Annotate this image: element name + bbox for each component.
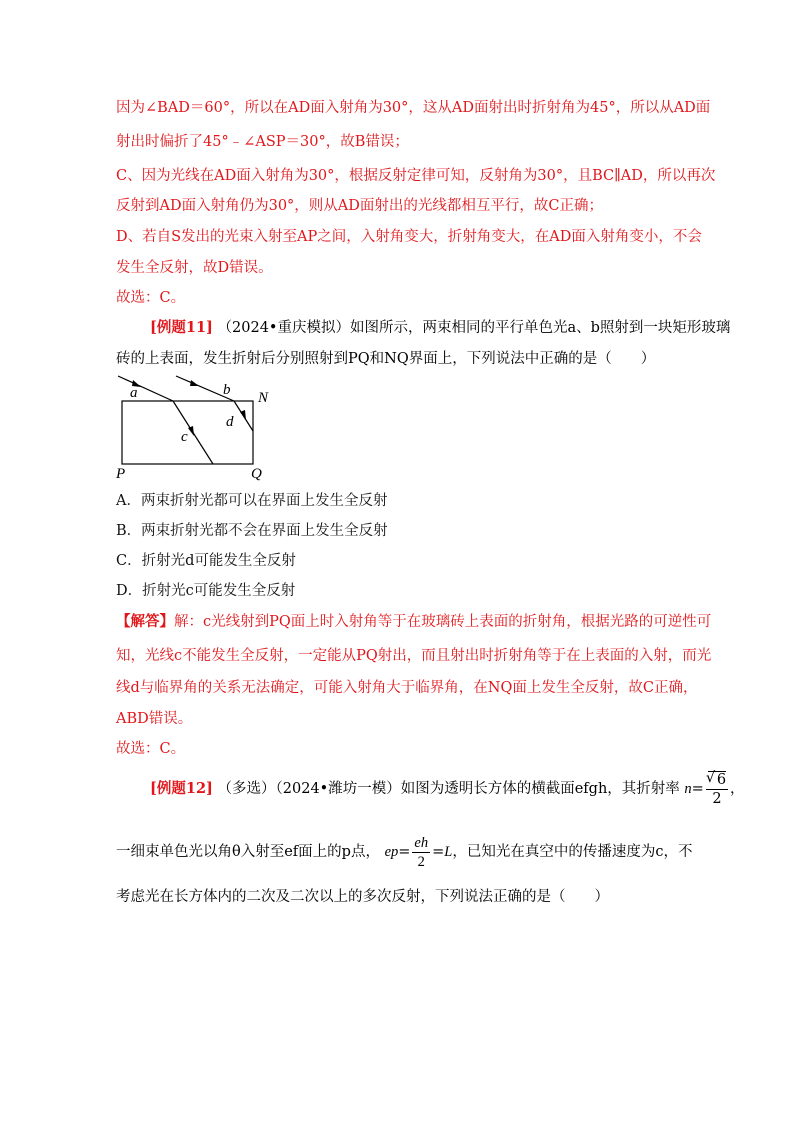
comma: ， xyxy=(730,781,745,797)
label-d: d xyxy=(226,414,234,430)
solution-line-2: 射出时偏折了45°﹣∠ASP＝30°，故B错误； xyxy=(116,134,409,150)
eh-fraction: $\frac{eh}{2}$ xyxy=(414,834,429,870)
beam-c-arrow xyxy=(188,426,194,436)
answer11-line: 故选：C。 xyxy=(116,741,186,757)
sqrt-six: √ 6 xyxy=(708,771,726,788)
denominator-two: 2 xyxy=(712,790,722,807)
solution11-line2: 知，光线c不能发生全反射，一定能从PQ射出，而且射出时折射角等于在上表面的入射，而光 xyxy=(116,648,712,664)
example12-header xyxy=(150,769,745,809)
example11-line1: （2024•重庆模拟）如图所示，两束相同的平行单色光a、b照射到一块矩形玻璃 xyxy=(217,320,731,336)
eh-var: eh xyxy=(414,834,429,851)
refractive-index-fraction xyxy=(706,771,728,808)
label-b: b xyxy=(223,382,231,398)
label-c: c xyxy=(181,429,188,445)
refractive-index-var: n xyxy=(684,781,692,797)
solution11-text1: 解：c光线射到PQ面上时入射角等于在玻璃砖上表面的折射角，根据光路的可逆性可 xyxy=(174,614,712,630)
equals-sign: = xyxy=(691,781,704,797)
solution11-line3: 线d与临界角的关系无法确定，可能入射角大于临界角，在NQ面上发生全反射，故C正确， xyxy=(116,680,698,696)
option-b: B．两束折射光都不会在界面上发生全反射 xyxy=(116,523,388,539)
label-a: a xyxy=(130,385,138,401)
solution-line-3: C、因为光线在AD面入射角为30°，根据反射定律可知，反射角为30°，且BC∥AD，所以再次 xyxy=(116,168,716,184)
option-d: D．折射光c可能发生全反射 xyxy=(116,583,296,599)
label-N: N xyxy=(258,390,269,406)
example12-line2: 一细束单色光以角θ入射至ef面上的p点， ep= $\frac{eh}{2}$ =L，已知光在真空中的传播速度为c，不 xyxy=(116,834,693,870)
glass-brick-figure xyxy=(108,366,288,481)
example11-tag: [例题11] xyxy=(150,319,213,336)
solution-line-1: 因为∠BAD＝60°，所以在AD面入射角为30°，这从AD面射出时折射角为45°，所以从AD面 xyxy=(116,100,711,116)
example12-line2-pre: 一细束单色光以角θ入射至ef面上的p点， xyxy=(116,844,380,860)
example12-tag: [例题12] xyxy=(150,780,213,797)
solution11-tag: 【解答】 xyxy=(116,613,174,630)
example12-line1: （多选）（2024•潍坊一模）如图为透明长方体的横截面efgh，其折射率 xyxy=(217,781,680,797)
beam-a-incident xyxy=(118,376,173,401)
ep-var: ep xyxy=(384,844,399,860)
solution11-line4: ABD错误。 xyxy=(116,711,193,727)
beam-b-arrow xyxy=(190,380,199,386)
example12-line3: 考虑光在长方体内的二次及二次以上的多次反射，下列说法正确的是（ ） xyxy=(116,889,609,905)
answer-line: 故选：C。 xyxy=(116,290,186,306)
solution11-line1 xyxy=(116,610,711,631)
solution-line-6: 发生全反射，故D错误。 xyxy=(116,260,273,276)
label-P: P xyxy=(116,466,126,481)
example12-line2-post: ，已知光在真空中的传播速度为c，不 xyxy=(452,844,693,860)
L-var: L xyxy=(444,844,453,860)
option-a: A．两束折射光都可以在界面上发生全反射 xyxy=(116,493,388,509)
solution-line-4: 反射到AD面入射角仍为30°，则从AD面射出的光线都相互平行，故C正确； xyxy=(116,198,603,214)
solution-line-5: D、若自S发出的光束入射至AP之间，入射角变大，折射角变大，在AD面入射角变小，不会 xyxy=(116,229,702,245)
option-c: C．折射光d可能发生全反射 xyxy=(116,553,296,569)
example11-header xyxy=(150,316,730,337)
label-Q: Q xyxy=(251,466,262,481)
example11-line2: 砖的上表面，发生折射后分别照射到PQ和NQ界面上，下列说法中正确的是（ ） xyxy=(116,351,656,367)
